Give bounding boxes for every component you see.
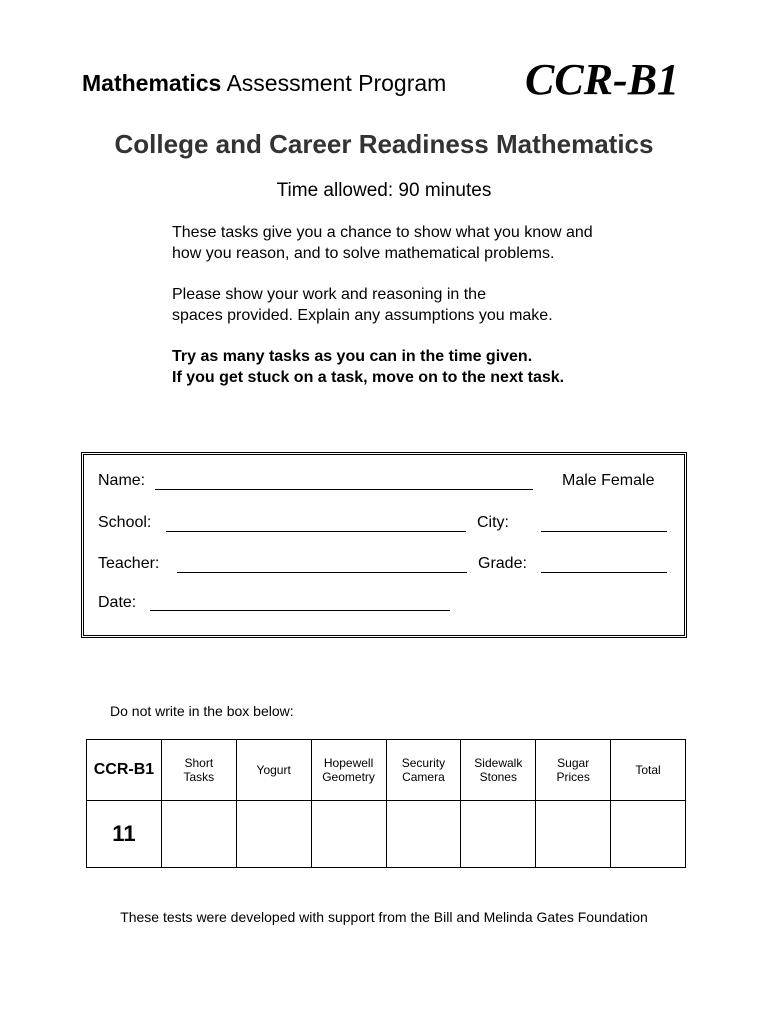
- city-field[interactable]: [541, 531, 667, 532]
- table-header-cell: Total: [611, 740, 686, 801]
- instruction-line: spaces provided. Explain any assumptions you make.: [172, 307, 553, 324]
- table-cell: [386, 801, 461, 868]
- table-cell: [311, 801, 386, 868]
- program-title-rest: Assessment Program: [226, 70, 447, 96]
- date-field[interactable]: [150, 610, 450, 611]
- table-cell: 11: [87, 801, 162, 868]
- instruction-line: These tasks give you a chance to show what you know and: [172, 224, 593, 241]
- instruction-line: Try as many tasks as you can in the time given.: [172, 348, 533, 365]
- instructions-paragraph-2: [172, 284, 553, 326]
- table-cell: [236, 801, 311, 868]
- footer-credit: These tests were developed with support from the Bill and Melinda Gates Foundation: [120, 909, 648, 925]
- table-header-cell: Security Camera: [386, 740, 461, 801]
- instruction-line: Please show your work and reasoning in the: [172, 286, 486, 303]
- score-table: [86, 739, 686, 868]
- instruction-line: If you get stuck on a task, move on to the next task.: [172, 369, 565, 386]
- grade-label: Grade:: [478, 555, 527, 572]
- table-cell: [161, 801, 236, 868]
- school-label: School:: [98, 514, 152, 531]
- page-title: College and Career Readiness Mathematics: [114, 129, 654, 159]
- city-label: City:: [477, 514, 509, 531]
- teacher-label: Teacher:: [98, 555, 160, 572]
- date-label: Date:: [98, 594, 137, 611]
- instructions-paragraph-1: [172, 222, 593, 264]
- program-title-bold: Mathematics: [82, 70, 222, 96]
- table-header-cell: CCR-B1: [87, 740, 162, 801]
- table-header-cell: Short Tasks: [161, 740, 236, 801]
- assessment-code: CCR-B1: [525, 55, 680, 104]
- gender-options[interactable]: Male Female: [562, 472, 655, 489]
- teacher-field[interactable]: [177, 572, 467, 573]
- program-title: [82, 70, 446, 97]
- table-header-cell: Sidewalk Stones: [461, 740, 536, 801]
- table-header-cell: Yogurt: [236, 740, 311, 801]
- score-table-row: [87, 801, 686, 868]
- table-cell: [611, 801, 686, 868]
- table-header-cell: Hopewell Geometry: [311, 740, 386, 801]
- school-field[interactable]: [166, 531, 466, 532]
- name-label: Name:: [98, 472, 146, 489]
- grade-field[interactable]: [541, 572, 667, 573]
- table-cell: [461, 801, 536, 868]
- score-table-header-row: [87, 740, 686, 801]
- instructions-paragraph-3: [172, 346, 564, 388]
- name-field[interactable]: [155, 489, 533, 490]
- instruction-line: how you reason, and to solve mathematical problems.: [172, 245, 555, 262]
- score-note: Do not write in the box below:: [110, 703, 294, 719]
- table-cell: [536, 801, 611, 868]
- time-allowed: Time allowed: 90 minutes: [276, 180, 492, 201]
- table-header-cell: Sugar Prices: [536, 740, 611, 801]
